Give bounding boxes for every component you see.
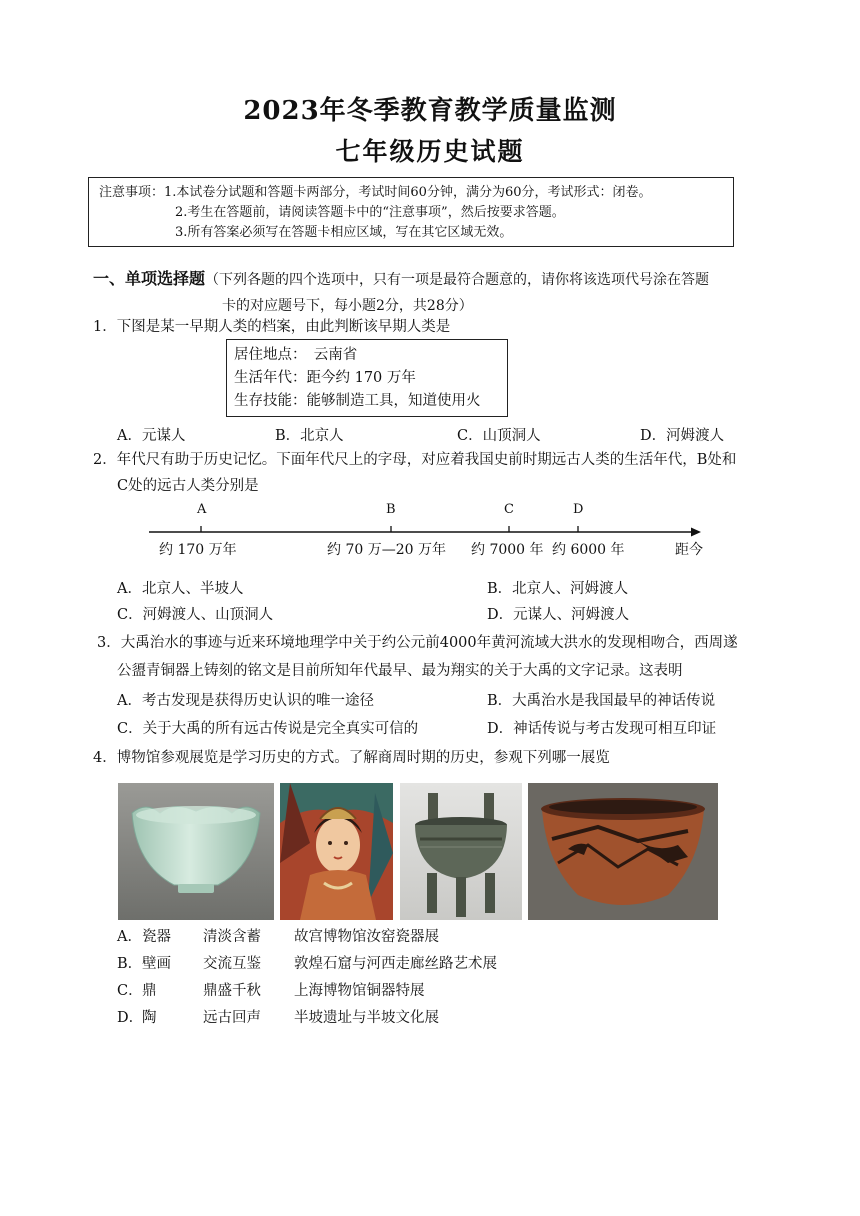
- notice-line-3: 3.所有答案必须写在答题卡相应区域，写在其它区域无效。: [175, 225, 513, 240]
- q3-option-c[interactable]: C．关于大禹的所有远古传说是完全真实可信的: [117, 721, 419, 737]
- q3-option-b[interactable]: B．大禹治水是我国最早的神话传说: [487, 693, 716, 709]
- arrow-icon: [691, 528, 701, 537]
- q4-option-b[interactable]: [117, 952, 617, 974]
- q2-stem-2: C处的远古人类分别是: [117, 478, 259, 494]
- timeline-label: 约 7000 年: [471, 542, 544, 558]
- q4-option-c[interactable]: [117, 979, 617, 1001]
- timeline-label: 距今: [675, 542, 703, 558]
- q3-option-d[interactable]: D．神话传说与考古发现可相互印证: [487, 721, 717, 737]
- q4-option-theme: 清淡含蓄: [203, 929, 261, 945]
- q3-stem-2: 公盨青铜器上铸刻的铭文是目前所知年代最早、最为翔实的关于大禹的文字记录。这表明: [117, 663, 683, 679]
- q4-option-exhibit: 上海博物馆铜器特展: [294, 983, 425, 999]
- section-title: 一、单项选择题: [93, 269, 206, 288]
- bronze-ding-image: [400, 783, 522, 920]
- q4-option-exhibit: 故宫博物馆汝窑瓷器展: [294, 929, 439, 945]
- q4-option-letter: D．: [117, 1010, 144, 1026]
- q4-option-theme: 交流互鉴: [203, 956, 261, 972]
- notice-line-1: 注意事项：1.本试卷分试题和答题卡两部分，考试时间60分钟，满分为60分，考试形式：闭卷。: [99, 185, 652, 200]
- q2-option-b[interactable]: B．北京人、河姆渡人: [487, 581, 629, 597]
- exam-title: 2023年冬季教育教学质量监测: [243, 96, 617, 126]
- q1-option-b[interactable]: B．北京人: [275, 428, 344, 444]
- timeline-marker-c: C: [504, 502, 514, 517]
- section-instruction-2: 卡的对应题号下，每小题2分，共28分）: [222, 298, 473, 314]
- timeline: [145, 500, 715, 565]
- timeline-label: 约 70 万—20 万年: [327, 542, 446, 558]
- timeline-label: 约 170 万年: [159, 542, 237, 558]
- q1-record-box: [226, 339, 508, 417]
- q2-option-c[interactable]: C．河姆渡人、山顶洞人: [117, 607, 274, 623]
- q4-option-item: 鼎: [142, 983, 157, 999]
- q4-option-d[interactable]: [117, 1006, 617, 1028]
- notice-box: [88, 177, 734, 247]
- celadon-bowl-image: [118, 783, 274, 920]
- q3-option-a[interactable]: A．考古发现是获得历史认识的唯一途径: [117, 693, 374, 709]
- timeline-marker-b: B: [386, 502, 396, 517]
- q1-option-d[interactable]: D．河姆渡人: [640, 428, 725, 444]
- q4-stem: 4．博物馆参观展览是学习历史的方式。了解商周时期的历史，参观下列哪一展览: [93, 750, 610, 766]
- q1-option-a[interactable]: A．元谋人: [117, 428, 186, 444]
- q1-stem: 1．下图是某一早期人类的档案，由此判断该早期人类是: [93, 319, 451, 335]
- q2-option-a[interactable]: A．北京人、半坡人: [117, 581, 244, 597]
- q1-option-c[interactable]: C．山顶洞人: [457, 428, 541, 444]
- q1-record-line: 居住地点： 云南省: [234, 347, 358, 363]
- painted-pottery-image: [528, 783, 718, 920]
- q4-option-letter: A．: [117, 929, 142, 945]
- q4-option-theme: 鼎盛千秋: [203, 983, 261, 999]
- notice-line-2: 2.考生在答题前，请阅读答题卡中的“注意事项”，然后按要求答题。: [175, 205, 565, 220]
- q3-stem-1: 3．大禹治水的事迹与近来环境地理学中关于约公元前4000年黄河流域大洪水的发现相吻合，西周遂: [97, 635, 738, 651]
- q2-option-d[interactable]: D．元谋人、河姆渡人: [487, 607, 630, 623]
- exam-subtitle: 七年级历史试题: [335, 137, 525, 166]
- q4-option-theme: 远古回声: [203, 1010, 261, 1026]
- q4-option-item: 壁画: [142, 956, 171, 972]
- section-heading: [93, 266, 783, 319]
- q4-option-exhibit: 半坡遗址与半坡文化展: [294, 1010, 439, 1026]
- q4-option-letter: C．: [117, 983, 143, 999]
- q4-option-exhibit: 敦煌石窟与河西走廊丝路艺术展: [294, 956, 497, 972]
- q1-record-line: 生存技能：能够制造工具，知道使用火: [234, 393, 481, 409]
- section-instruction-1: （下列各题的四个选项中，只有一项是最符合题意的，请你将该选项代号涂在答题: [205, 272, 710, 288]
- q4-option-a[interactable]: [117, 925, 617, 947]
- q4-option-letter: B．: [117, 956, 143, 972]
- q1-record-line: 生活年代：距今约 170 万年: [234, 370, 416, 386]
- timeline-label: 约 6000 年: [552, 542, 625, 558]
- timeline-marker-d: D: [573, 502, 584, 517]
- q4-option-item: 陶: [142, 1010, 157, 1026]
- timeline-marker-a: A: [197, 502, 207, 517]
- mural-figure-image: [280, 783, 393, 920]
- q2-stem-1: 2．年代尺有助于历史记忆。下面年代尺上的字母，对应着我国史前时期远古人类的生活年代，B处和: [93, 452, 737, 468]
- q4-option-item: 瓷器: [142, 929, 171, 945]
